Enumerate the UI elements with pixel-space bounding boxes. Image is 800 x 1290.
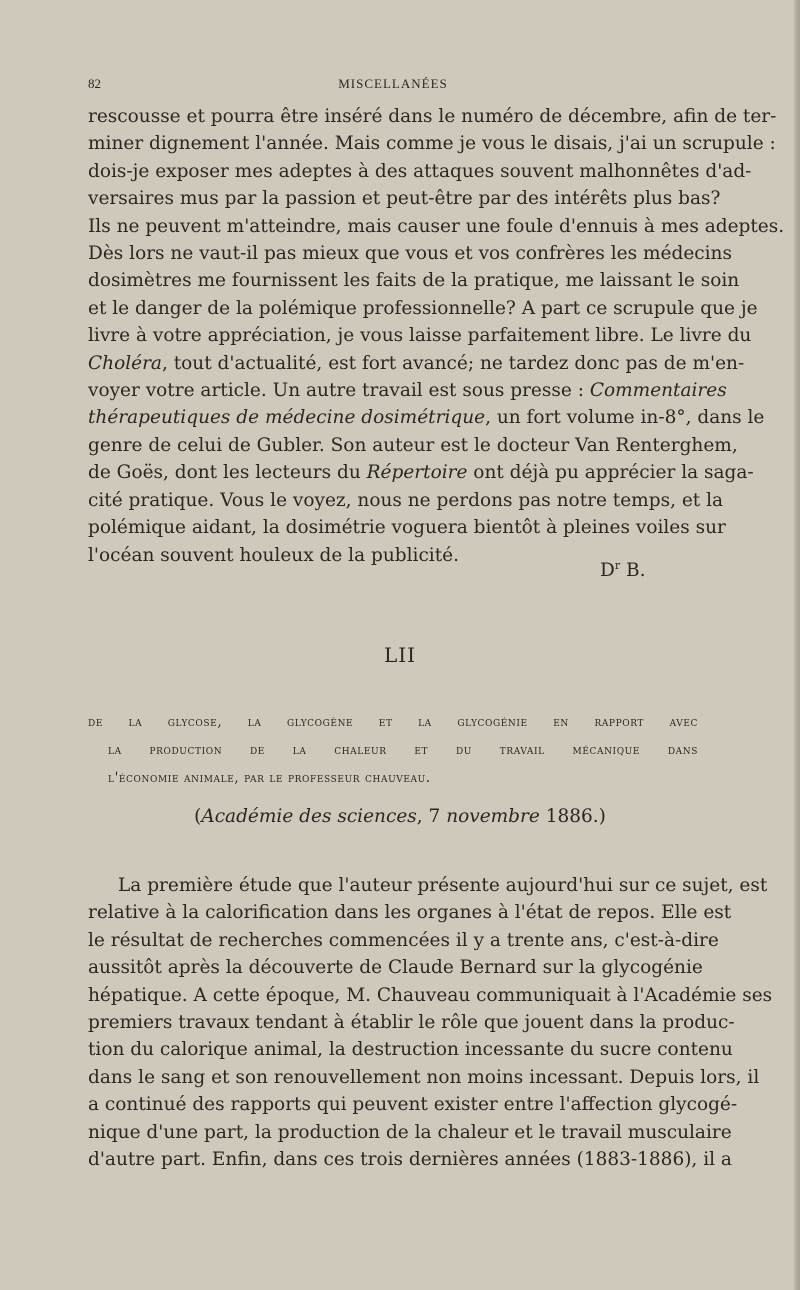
- running-title: MISCELLANÉES: [338, 76, 448, 91]
- text-run: voyer votre article. Un autre travail est sous presse :: [88, 380, 590, 402]
- text-line: livre à votre appréciation, je vous laisse parfaitement libre. Le livre du: [88, 325, 752, 347]
- source-paren: (: [194, 806, 202, 827]
- article-title: [88, 708, 698, 792]
- text-run: , un fort volume in-8°, dans le: [485, 407, 765, 429]
- page-header: [88, 76, 698, 96]
- text-line: et le danger de la polémique professionnelle? A part ce scrupule que je: [88, 297, 758, 319]
- text-line: polémique aidant, la dosimétrie voguera bientôt à pleines voiles sur: [88, 517, 726, 539]
- text-line: hépatique. A cette époque, M. Chauveau communiquait à l'Académie ses: [88, 984, 773, 1006]
- page-number: 82: [88, 76, 101, 91]
- text-line: [88, 459, 754, 486]
- signature-name: B.: [620, 560, 646, 582]
- book-title-continued: thérapeutiques de médecine dosimétrique: [88, 407, 486, 429]
- text-line: Ils ne peuvent m'atteindre, mais causer une foule d'ennuis à mes adeptes.: [88, 215, 785, 237]
- title-line: la production de la chaleur et du travail mécanique dans: [108, 742, 698, 758]
- text-run: de Goës, dont les lecteurs du: [88, 462, 367, 484]
- text-line: premiers travaux tendant à établir le rôle que jouent dans la produc-: [88, 1012, 735, 1034]
- text-run: ont déjà pu apprécier la saga-: [467, 462, 754, 484]
- text-line: nique d'une part, la production de la chaleur et le travail musculaire: [88, 1121, 732, 1143]
- text-line: [88, 404, 765, 431]
- signature: [600, 559, 645, 581]
- text-line: d'autre part. Enfin, dans ces trois dernières années (1883-1886), il a: [88, 1149, 732, 1171]
- text-line: versaires mus par la passion et peut-être par des intérêts plus bas?: [88, 188, 721, 210]
- signature-prefix: D: [600, 560, 615, 582]
- article-source: [0, 806, 800, 827]
- text-line: le résultat de recherches commencées il y a trente ans, c'est-à-dire: [88, 929, 719, 951]
- text-line: dans le sang et son renouvellement non moins incessant. Depuis lors, il: [88, 1066, 760, 1088]
- text-line: tion du calorique animal, la destruction incessante du sucre contenu: [88, 1039, 733, 1061]
- letter-paragraph: [88, 103, 785, 569]
- text-run: , tout d'actualité, est fort avancé; ne tardez donc pas de m'en-: [161, 352, 745, 374]
- text-line: miner dignement l'année. Mais comme je vous le disais, j'ai un scrupule :: [88, 133, 776, 155]
- text-line: a continué des rapports qui peuvent exister entre l'affection glycogé-: [88, 1094, 738, 1116]
- source-year: 1886.): [539, 806, 606, 827]
- text-line: genre de celui de Gubler. Son auteur est le docteur Van Renterghem,: [88, 434, 738, 456]
- book-title-commentaires: Commentaires: [589, 380, 727, 402]
- body-paragraph: [88, 872, 773, 1173]
- signature-superscript: r: [614, 559, 621, 572]
- title-line: l'économie animale, par le professeur chauveau.: [108, 770, 431, 786]
- source-month: novembre: [446, 806, 540, 827]
- text-line: relative à la calorification dans les organes à l'état de repos. Elle est: [88, 902, 732, 924]
- text-line: [88, 377, 727, 404]
- text-line: l'océan souvent houleux de la publicité.: [88, 544, 459, 566]
- journal-title-repertoire: Répertoire: [366, 462, 468, 484]
- source-institution: Académie des sciences: [201, 806, 417, 827]
- text-line: dosimètres me fournissent les faits de la pratique, me laissant le soin: [88, 270, 740, 292]
- title-line: de la glycose, la glycogène et la glycogénie en rapport avec: [88, 714, 698, 730]
- text-line: [88, 350, 745, 377]
- section-number: LII: [383, 643, 417, 667]
- source-separator: , 7: [416, 806, 447, 827]
- text-line: cité pratique. Vous le voyez, nous ne perdons pas notre temps, et la: [88, 489, 724, 511]
- text-line: La première étude que l'auteur présente aujourd'hui sur ce sujet, est: [118, 875, 768, 896]
- text-line: aussitôt après la découverte de Claude Bernard sur la glycogénie: [88, 957, 703, 979]
- text-line: dois-je exposer mes adeptes à des attaques souvent malhonnêtes d'ad-: [88, 160, 752, 182]
- book-title-cholera: Choléra: [88, 352, 162, 374]
- text-line: rescousse et pourra être inséré dans le numéro de décembre, afin de ter-: [88, 106, 777, 127]
- text-line: Dès lors ne vaut-il pas mieux que vous et vos confrères les médecins: [88, 243, 732, 265]
